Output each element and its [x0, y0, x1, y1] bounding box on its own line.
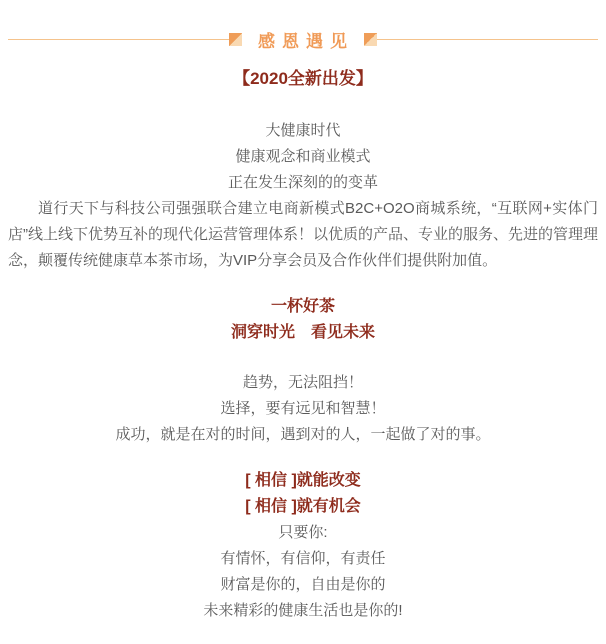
quotes-block	[8, 370, 598, 448]
closing-line: 只要你:	[278, 524, 328, 541]
ornament-square-right-icon	[364, 33, 377, 46]
intro-line: 健康观念和商业模式	[235, 148, 371, 165]
closing-line: 未来精彩的健康生活也是你的!	[203, 602, 403, 619]
quote-line: 趋势，无法阻挡！	[242, 374, 363, 391]
slogan-line: 洞穿时光 看见未来	[230, 324, 375, 341]
intro-paragraph: 道行天下与科技公司强强联合建立电商新模式B2C+O2O商城系统，“互联网+实体门店”线上线下优势互补的现代化运营管理体系！以优质的产品、专业的服务、先进的管理理念，颠覆传统健康草本茶市场，为VIP分享会员及合作伙伴们提供附加值。	[8, 200, 598, 269]
slogan-block	[8, 294, 598, 346]
intro-line: 正在发生深刻的的变革	[227, 174, 378, 191]
believe-line: [ 相信 ]就能改变	[245, 472, 361, 489]
believe-block	[8, 468, 598, 520]
ornament-square-left-icon	[229, 33, 242, 46]
article-title: 【2020全新出发】	[233, 69, 373, 88]
slogan-line: 一杯好茶	[270, 298, 335, 315]
header-title: 感恩遇见	[258, 31, 354, 51]
divider-line-left	[8, 39, 229, 40]
intro-line: 大健康时代	[265, 122, 341, 139]
quote-line: 成功，就是在对的时间，遇到对的人，一起做了对的事。	[115, 426, 491, 443]
section-header	[8, 30, 598, 51]
quote-line: 选择，要有远见和智慧！	[220, 400, 386, 417]
divider-line-right	[377, 39, 598, 40]
closing-block	[8, 520, 598, 624]
believe-line: [ 相信 ]就有机会	[245, 498, 361, 515]
closing-line: 有情怀，有信仰，有责任	[220, 550, 386, 567]
intro-block	[8, 118, 598, 274]
closing-line: 财富是你的，自由是你的	[220, 576, 386, 593]
article-page	[0, 30, 606, 624]
